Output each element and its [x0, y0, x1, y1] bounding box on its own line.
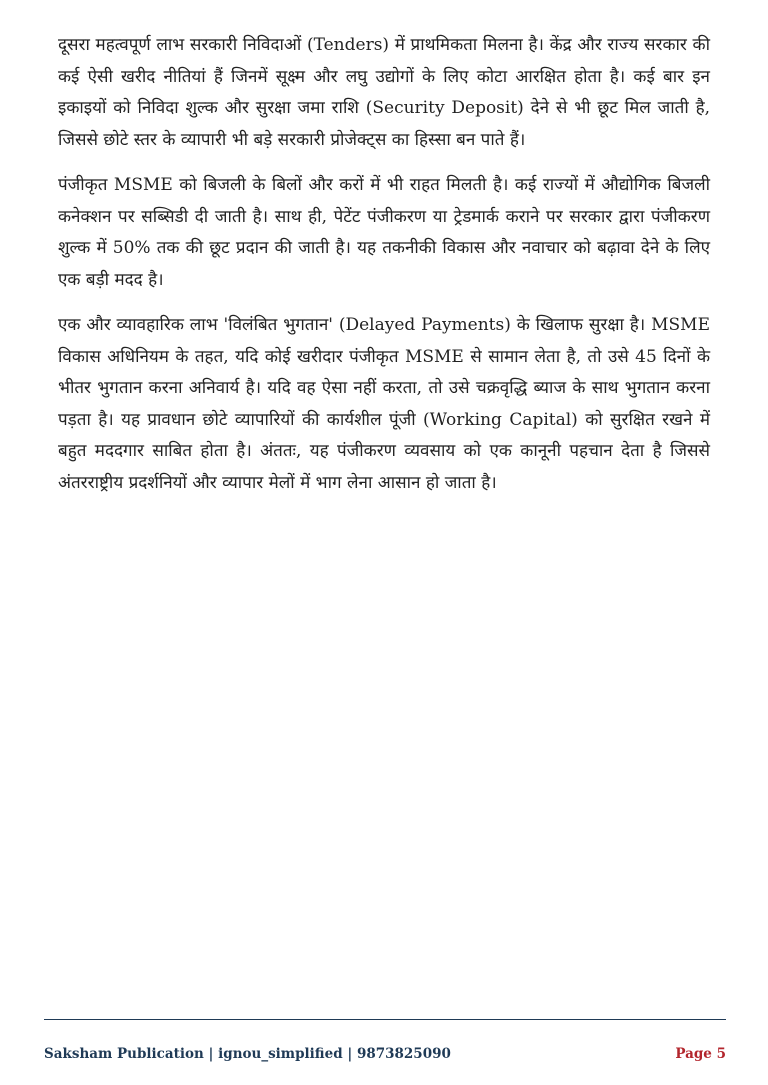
footer-publisher-info: Saksham Publication | ignou_simplified | 9873825090: [44, 1046, 451, 1062]
paragraph-electricity-tax-relief: पंजीकृत MSME को बिजली के बिलों और करों में भी राहत मिलती है। कई राज्यों में औद्योगिक बिजली कनेक्शन पर सब्सिडी दी जाती है। साथ ही, पेटेंट पंजीकरण या ट्रेडमार्क कराने पर सरकार द्वारा पंजीकरण शुल्क में 50% तक की छूट प्रदान की जाती है। यह तकनीकी विकास और नवाचार को बढ़ावा देने के लिए एक बड़ी मदद है।: [58, 175, 710, 290]
page-body: [58, 30, 710, 513]
footer-divider: [44, 1019, 726, 1020]
paragraph-delayed-payments: एक और व्यावहारिक लाभ 'विलंबित भुगतान' (Delayed Payments) के खिलाफ सुरक्षा है। MSME विकास अधिनियम के तहत, यदि कोई खरीदार पंजीकृत MSME से सामान लेता है, तो उसे 45 दिनों के भीतर भुगतान करना अनिवार्य है। यदि वह ऐसा नहीं करता, तो उसे चक्रवृद्धि ब्याज के साथ भुगतान करना पड़ता है। यह प्रावधान छोटे व्यापारियों की कार्यशील पूंजी (Working Capital) को सुरक्षित रखने में बहुत मददगार साबित होता है। अंततः, यह पंजीकरण व्यवसाय को एक कानूनी पहचान देता है जिससे अंतरराष्ट्रीय प्रदर्शनियों और व्यापार मेलों में भाग लेना आसान हो जाता है।: [58, 315, 710, 493]
paragraph-tenders: दूसरा महत्वपूर्ण लाभ सरकारी निविदाओं (Tenders) में प्राथमिकता मिलना है। केंद्र और राज्य सरकार की कई ऐसी खरीद नीतियां हैं जिनमें सूक्ष्म और लघु उद्योगों के लिए कोटा आरक्षित होता है। कई बार इन इकाइयों को निविदा शुल्क और सुरक्षा जमा राशि (Security Deposit) देने से भी छूट मिल जाती है, जिससे छोटे स्तर के व्यापारी भी बड़े सरकारी प्रोजेक्ट्स का हिस्सा बन पाते हैं।: [58, 35, 710, 150]
page-number: Page 5: [675, 1046, 726, 1062]
